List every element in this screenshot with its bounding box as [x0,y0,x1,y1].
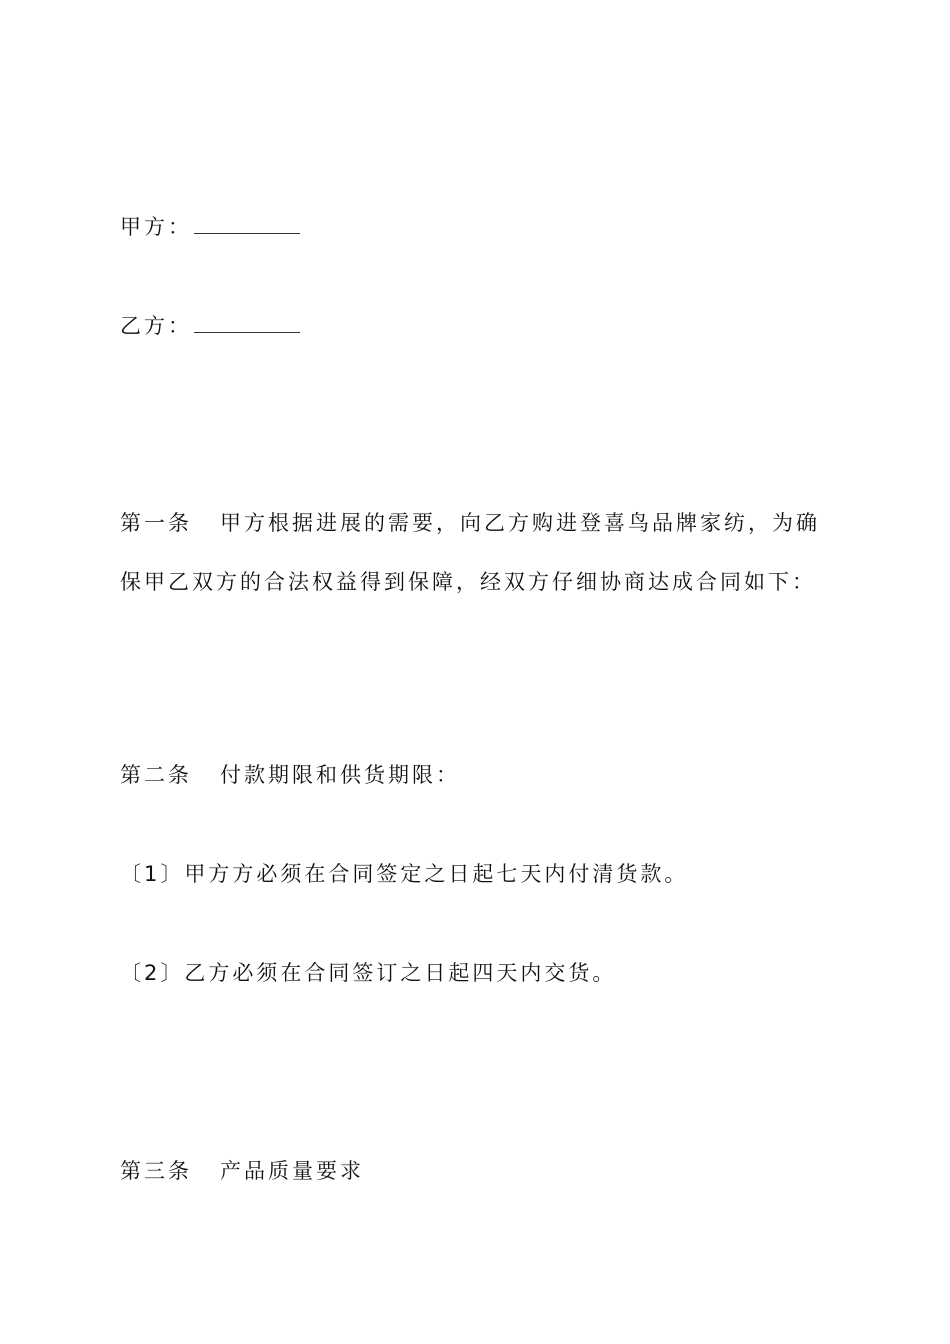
party-b-label: 乙方： [120,314,192,338]
article2-item1-text: 〔1〕甲方方必须在合同签定之日起七天内付清货款。 [120,862,689,886]
article1-heading: 第一条 [120,511,192,535]
party-a-blank [194,213,300,234]
party-a-label: 甲方： [120,215,192,239]
party-b-line [120,310,300,342]
article2-item2 [120,957,616,989]
article3-title: 产品质量要求 [220,1159,364,1183]
article1-text-line1: 甲方根据进展的需要，向乙方购进登喜鸟品牌家纺，为确 [220,511,820,535]
article2-title: 付款期限和供货期限： [220,763,460,787]
article3-heading: 第三条 [120,1159,192,1183]
article2-item1 [120,858,688,890]
article2-heading: 第二条 [120,763,192,787]
article1-line2 [120,566,816,598]
article3-heading-line [120,1155,364,1187]
party-b-blank [194,312,300,333]
article2-item2-text: 〔2〕乙方必须在合同签订之日起四天内交货。 [120,961,617,985]
party-a-line [120,211,300,243]
article1-line1 [120,507,820,539]
article2-heading-line [120,759,460,791]
article1-text-line2: 保甲乙双方的合法权益得到保障，经双方仔细协商达成合同如下： [120,570,816,594]
